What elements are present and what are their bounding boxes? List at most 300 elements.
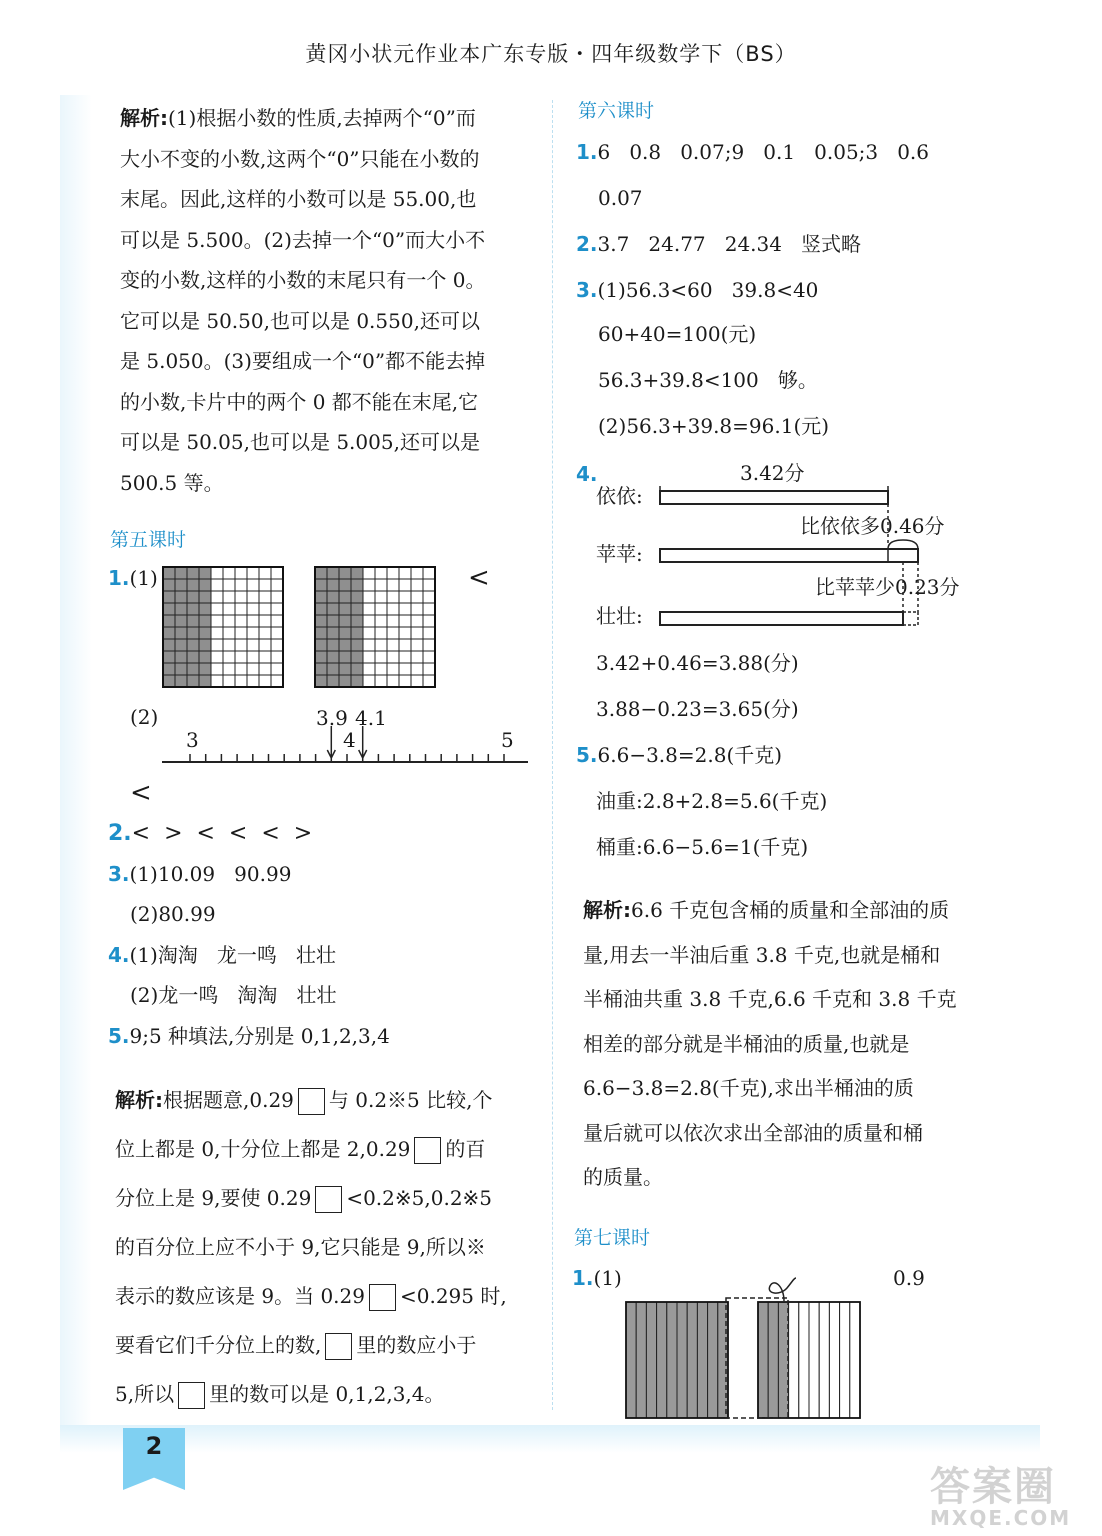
left-decoration-band [60,95,92,1435]
grid-cell [175,615,187,627]
q1-part2-label: (2) [130,705,159,729]
grid-cell [351,663,363,675]
grid-cell [247,579,259,591]
grid-cell [387,567,399,579]
analysis-line: 是 5.050。(3)要组成一个“0”都不能去掉 [120,349,486,373]
grid-cell [259,639,271,651]
grid-cell [187,675,199,687]
grid-cell [315,567,327,579]
grid-cell [163,603,175,615]
grid-cell [235,663,247,675]
grid-cell [339,591,351,603]
grid-cell [363,567,375,579]
grid-cell [175,675,187,687]
grid-cell [223,579,235,591]
grid-cell [351,579,363,591]
grid-cell [175,639,187,651]
grid-cell [247,663,259,675]
grid-cell [315,579,327,591]
grid-cell [327,615,339,627]
grid-cell [423,603,435,615]
grid-cell [339,615,351,627]
grid-cell [411,567,423,579]
grid-cell [411,579,423,591]
grid-cell [411,615,423,627]
grid-cell [187,651,199,663]
grid-cell [339,663,351,675]
grid-cell [363,639,375,651]
analysis-line: 6.6−3.8=2.8(千克),求出半桶油的质 [583,1076,914,1100]
grid-cell [327,627,339,639]
grid-cell [259,663,271,675]
grid-cell [199,651,211,663]
grid-cell [363,651,375,663]
grid-cell [423,651,435,663]
strip [687,1302,697,1418]
r7-q1-label: 1.(1) [572,1266,622,1290]
grid-cell [175,603,187,615]
q4-line-2: (2)龙一鸣 淘淘 壮壮 [130,983,337,1007]
grid-cell [199,627,211,639]
strip [829,1302,839,1418]
section-title-lesson5: 第五课时 [110,529,187,551]
r-q3-line-3: 56.3+39.8<100 够。 [598,368,818,392]
blank-box [298,1088,325,1115]
grid-cell [387,603,399,615]
analysis-line: 解析:6.6 千克包含桶的质量和全部油的质 [583,898,950,922]
blank-box [414,1137,441,1164]
grid-cell [411,603,423,615]
grid-cell [163,567,175,579]
grid-cell [387,663,399,675]
analysis-line: 相差的部分就是半桶油的质量,也就是 [583,1031,910,1056]
grid-cell [375,651,387,663]
grid-cell [315,651,327,663]
r-q5-line-2: 油重:2.8+2.8=5.6(千克) [596,789,828,813]
grid-cell [271,579,283,591]
grid-cell [259,651,271,663]
strip [646,1302,656,1418]
grid-cell [423,591,435,603]
grid-cell [199,603,211,615]
grid-cell [223,615,235,627]
grid-cell [175,663,187,675]
grid-cell [339,567,351,579]
grid-cell [339,675,351,687]
stripe-diagram [624,1266,874,1422]
grid-cell [387,615,399,627]
grid-cell [211,627,223,639]
grid-cell [387,639,399,651]
bar-name-yiyi: 依依: [596,484,643,508]
grid-cell [211,639,223,651]
grid-cell [271,627,283,639]
strip [778,1302,788,1418]
strip [718,1302,728,1418]
r-q1-line-2: 0.07 [598,186,643,210]
grid-cell [411,663,423,675]
r-q2-line: 2.3.7 24.77 24.34 竖式略 [576,232,862,256]
analysis-line: 解析:(1)根据小数的性质,去掉两个“0”而 [120,106,476,130]
grid-cell [387,579,399,591]
grid-cell [315,627,327,639]
grid-cell [327,567,339,579]
grid-cell [399,615,411,627]
grid-cell [163,615,175,627]
grid-cell [399,591,411,603]
grid-cell [387,675,399,687]
compare-symbol: < [468,563,490,593]
strip [677,1302,687,1418]
analysis-line: 它可以是 50.50,也可以是 0.550,还可以 [120,308,480,333]
strip [840,1302,850,1418]
grid-cell [363,615,375,627]
grid-cell [211,591,223,603]
r-q4-line-2: 3.88−0.23=3.65(分) [596,697,799,721]
strip-group-left [626,1302,728,1418]
strip [708,1302,718,1418]
watermark: 答案圈 MXQE.COM [930,1464,1072,1530]
grid-cell [375,639,387,651]
analysis-line: 可以是 50.05,也可以是 5.005,还可以是 [120,430,480,454]
arrow-label-3-9: 3.9 [316,706,348,730]
tick-label-5: 5 [501,728,514,752]
q1-part2-answer: < [130,778,152,808]
grid-cell [187,639,199,651]
grid-cell [211,579,223,591]
grid-cell [259,615,271,627]
grid-cell [163,651,175,663]
grid-cell [235,615,247,627]
grid-cell [259,603,271,615]
grid-cell [271,567,283,579]
grid-cell [259,579,271,591]
q5-line: 5.9;5 种填法,分别是 0,1,2,3,4 [108,1024,390,1048]
page-number: 2 [145,1432,163,1460]
grid-cell [375,591,387,603]
grid-cell [423,639,435,651]
grid-cell [247,603,259,615]
bottom-decoration-band [60,1425,1040,1453]
grid-cell [235,639,247,651]
grid-cell [247,639,259,651]
grid-cell [363,675,375,687]
grid-cell [175,567,187,579]
grid-cell [199,663,211,675]
grid-cell [259,567,271,579]
r-q5-line-3: 桶重:6.6−5.6=1(千克) [596,835,809,859]
strip [809,1302,819,1418]
grid-cell [199,639,211,651]
grid-cell [271,663,283,675]
hundred-grid-right [315,567,437,687]
grid-cell [235,591,247,603]
grid-cell [375,579,387,591]
grid-cell [271,651,283,663]
grid-cell [375,603,387,615]
blank-box [325,1333,352,1360]
analysis-line: 5,所以 里的数可以是 0,1,2,3,4。 [115,1370,507,1419]
blank-box [369,1284,396,1311]
grid-cell [399,567,411,579]
grid-cell [363,579,375,591]
grid-cell [387,627,399,639]
analysis-line: 大小不变的小数,这两个“0”只能在小数的 [120,146,480,171]
grid-cell [247,651,259,663]
grid-cell [351,567,363,579]
blank-box [178,1382,205,1409]
grid-cell [351,591,363,603]
grid-cell [235,627,247,639]
grid-cell [339,639,351,651]
q3-line-1: 3.(1)10.09 90.99 [108,862,292,886]
grid-cell [327,579,339,591]
grid-cell [411,591,423,603]
analysis-line: 表示的数应该是 9。当 0.29 <0.295 时, [115,1272,507,1321]
strip [768,1302,778,1418]
grid-cell [315,591,327,603]
analysis-line: 变的小数,这样的小数的末尾只有一个 0。 [120,268,486,292]
grid-cell [211,663,223,675]
r-q1-line-1: 1.6 0.8 0.07;9 0.1 0.05;3 0.6 [576,140,930,164]
blank-box [315,1186,342,1213]
grid-cell [399,675,411,687]
grid-cell [423,615,435,627]
grid-cell [211,651,223,663]
analysis-line: 500.5 等。 [120,470,224,495]
grid-cell [351,603,363,615]
strip [636,1302,646,1418]
grid-cell [187,627,199,639]
grid-cell [223,567,235,579]
bar-diagram [655,480,935,630]
grid-cell [339,651,351,663]
grid-cell [363,627,375,639]
grid-cell [327,591,339,603]
grid-cell [247,591,259,603]
grid-cell [199,615,211,627]
grid-cell [223,675,235,687]
strip [819,1302,829,1418]
grid-cell [235,567,247,579]
grid-cell [399,639,411,651]
bar-label-less: 比苹苹少0.23分 [815,575,960,599]
grid-cell [327,663,339,675]
grid-cell [163,627,175,639]
grid-cell [375,615,387,627]
r-q3-line-1: 3.(1)56.3<60 39.8<40 [576,278,819,302]
grid-cell [399,627,411,639]
grid-cell [187,663,199,675]
r7-q1-value: 0.9 [893,1266,925,1290]
grid-cell [247,675,259,687]
bar-pingping [660,549,918,562]
grid-cell [423,579,435,591]
grid-cell [351,615,363,627]
grid-cell [271,591,283,603]
grid-cell [351,627,363,639]
grid-cell [235,579,247,591]
grid-cell [339,603,351,615]
grid-cell [363,591,375,603]
r-q3-line-4: (2)56.3+39.8=96.1(元) [598,414,830,438]
strip [657,1302,667,1418]
strip [850,1302,860,1418]
grid-cell [175,579,187,591]
analysis-line: 的百分位上应不小于 9,它只能是 9,所以※ [115,1235,486,1259]
grid-cell [175,627,187,639]
grid-cell [327,639,339,651]
grid-cell [339,579,351,591]
grid-cell [423,675,435,687]
grid-cell [399,663,411,675]
grid-cell [199,579,211,591]
grid-cell [247,615,259,627]
analysis-line: 末尾。因此,这样的小数可以是 55.00,也 [120,187,477,211]
grid-cell [211,567,223,579]
analysis-line: 要看它们千分位上的数, 里的数应小于 [115,1321,507,1370]
grid-cell [259,675,271,687]
grid-cell [411,651,423,663]
bar-label-top: 3.42分 [740,461,805,485]
analysis-line: 的小数,卡片中的两个 0 都不能在末尾,它 [120,389,479,414]
grid-cell [327,603,339,615]
grid-cell [387,651,399,663]
grid-cell [235,651,247,663]
grid-cell [223,603,235,615]
section-title-lesson6: 第六课时 [578,100,655,122]
analysis-line: 解析:根据题意,0.29 与 0.2※5 比较,个 [115,1076,507,1125]
grid-cell [375,627,387,639]
analysis-line: 分位上是 9,要使 0.29 <0.2※5,0.2※5 [115,1174,507,1223]
grid-cell [187,579,199,591]
analysis-line: 半桶油共重 3.8 千克,6.6 千克和 3.8 千克 [583,987,957,1011]
grid-cell [315,675,327,687]
q1-label: 1.(1) [108,566,158,590]
grid-cell [199,675,211,687]
r-q5-line-1: 5.6.6−3.8=2.8(千克) [576,743,783,767]
grid-cell [175,651,187,663]
q3-line-2: (2)80.99 [130,902,216,926]
grid-cell [363,663,375,675]
r-q3-line-2: 60+40=100(元) [598,322,757,346]
grid-cell [375,675,387,687]
grid-cell [315,603,327,615]
grid-cell [223,651,235,663]
grid-cell [163,579,175,591]
strip [626,1302,636,1418]
analysis-line: 可以是 5.500。(2)去掉一个“0”而大小不 [120,227,486,252]
grid-cell [271,603,283,615]
page-header: 黄冈小状元作业本广东专版・四年级数学下（BS） [305,42,797,66]
grid-cell [247,567,259,579]
grid-cell [163,663,175,675]
grid-cell [235,675,247,687]
column-divider [552,100,553,1410]
strip [667,1302,677,1418]
grid-cell [375,567,387,579]
q4-line-1: 4.(1)淘淘 龙一鸣 壮壮 [108,943,336,967]
analysis-paragraph-3 [583,888,957,1200]
tick-label-3: 3 [186,728,199,752]
grid-cell [223,627,235,639]
grid-cell [259,591,271,603]
grid-cell [387,591,399,603]
grid-cell [187,591,199,603]
bar-name-pingping: 苹苹: [596,542,643,566]
grid-cell [271,639,283,651]
grid-cell [315,663,327,675]
grid-cell [163,639,175,651]
section-title-lesson7: 第七课时 [574,1227,651,1249]
grid-cell [271,675,283,687]
grid-cell [351,651,363,663]
grid-cell [187,603,199,615]
grid-cell [259,627,271,639]
bar-zhuangzhuang [660,612,903,625]
grid-cell [411,639,423,651]
arrow-label-4-1: 4.1 [355,706,387,730]
grid-cell [211,675,223,687]
grid-cell [247,627,259,639]
grid-cell [327,651,339,663]
r-q4-num: 4. [576,462,598,486]
grid-cell [423,663,435,675]
grid-cell [375,663,387,675]
analysis-line: 的质量。 [583,1165,663,1189]
analysis-paragraph-2 [115,1076,507,1419]
grid-cell [399,603,411,615]
grid-cell [163,591,175,603]
grid-cell [223,663,235,675]
grid-cell [175,591,187,603]
strip [758,1302,768,1418]
grid-cell [399,579,411,591]
bar-label-more: 比依依多0.46分 [800,514,945,538]
analysis-line: 量,用去一半油后重 3.8 千克,也就是桶和 [583,942,941,967]
tick-label-4: 4 [343,728,356,752]
grid-cell [187,567,199,579]
grid-cell [327,675,339,687]
grid-cell [223,591,235,603]
analysis-paragraph-1 [120,98,485,503]
grid-cell [423,627,435,639]
q2-line: 2.< > < < < > [108,821,313,846]
grid-cell [363,603,375,615]
grid-cell [411,627,423,639]
strip [789,1302,799,1418]
hundred-grid-left [163,567,285,687]
grid-cell [315,615,327,627]
bar-yiyi [660,491,888,504]
strip-group-right [758,1302,860,1418]
bar-name-zhuangzhuang: 壮壮: [596,604,643,628]
grid-cell [351,639,363,651]
analysis-line: 位上都是 0,十分位上都是 2,0.29 的百 [115,1125,507,1174]
grid-cell [163,675,175,687]
strip [799,1302,809,1418]
grid-cell [315,639,327,651]
grid-cell [423,567,435,579]
grid-cell [411,675,423,687]
grid-cell [351,675,363,687]
r-q4-line-1: 3.42+0.46=3.88(分) [596,651,799,675]
grid-cell [223,639,235,651]
strip [697,1302,707,1418]
grid-cell [211,603,223,615]
grid-cell [187,615,199,627]
grid-cell [235,603,247,615]
